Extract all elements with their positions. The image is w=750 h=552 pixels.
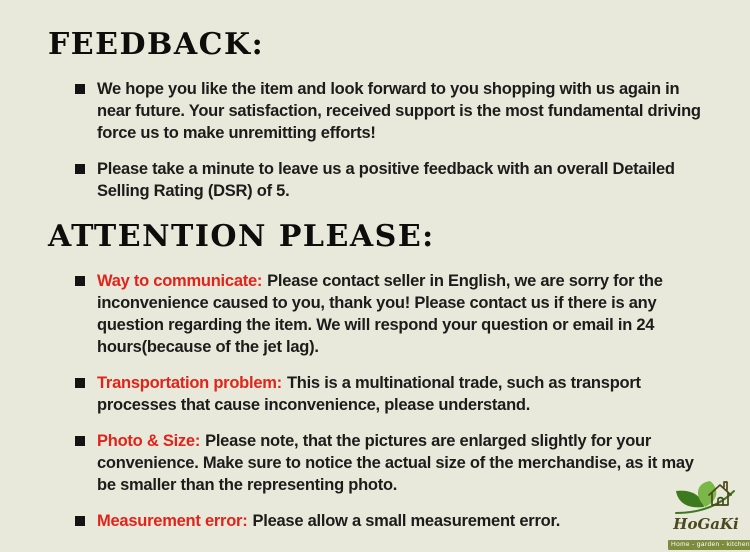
bullet-square-icon: [75, 276, 85, 286]
logo-tagline: Home - garden - kitchen: [668, 540, 750, 551]
item-text: Please contact seller in English, we are sorry for the inconvenience caused to you, thank you! Please contact us if there is any question regarding the item. We will respond your question or email in 24 hours(because of the jet lag).: [97, 272, 663, 356]
section-title-feedback: FEEDBACK:: [48, 27, 265, 62]
item-text: Please allow a small measurement error.: [252, 512, 561, 530]
feedback-list: [75, 78, 716, 202]
attention-list: [75, 270, 716, 532]
bullet-square-icon: [75, 516, 85, 526]
item-paragraph: [97, 158, 703, 202]
item-text: Please note, that the pictures are enlarged slightly for your convenience. Make sure to notice the actual size of the merchandise, as it may be smaller than the representing photo.: [97, 432, 694, 494]
item-paragraph: [97, 430, 703, 496]
item-lead: Photo & Size:: [97, 432, 201, 450]
item-lead: Measurement error:: [97, 512, 248, 530]
leaf-house-icon: [668, 478, 744, 516]
bullet-square-icon: [75, 436, 85, 446]
item-paragraph: [97, 372, 703, 416]
list-item: [75, 270, 703, 358]
list-item: [75, 158, 703, 202]
bullet-square-icon: [75, 84, 85, 94]
section-title-attention: ATTENTION PLEASE:: [48, 219, 435, 254]
item-lead: Way to communicate:: [97, 272, 263, 290]
list-item: [75, 510, 703, 532]
item-text: This is a multinational trade, such as transport processes that cause inconvenience, please understand.: [97, 374, 641, 414]
list-item: [75, 430, 703, 496]
item-paragraph: [97, 510, 560, 532]
hogaki-logo: [668, 478, 750, 551]
item-lead: Transportation problem:: [97, 374, 282, 392]
logo-name: HoGaKi: [673, 514, 739, 533]
item-text: Please take a minute to leave us a positive feedback with an overall Detailed Selling Rating (DSR) of 5.: [97, 160, 675, 200]
item-paragraph: [97, 78, 703, 144]
list-item: [75, 372, 703, 416]
item-text: We hope you like the item and look forward to you shopping with us again in near future. Your satisfaction, received support is the most fundamental driving force us to make unremitting efforts!: [97, 80, 701, 142]
bullet-square-icon: [75, 378, 85, 388]
bullet-square-icon: [75, 164, 85, 174]
item-paragraph: [97, 270, 703, 358]
list-item: [75, 78, 703, 144]
